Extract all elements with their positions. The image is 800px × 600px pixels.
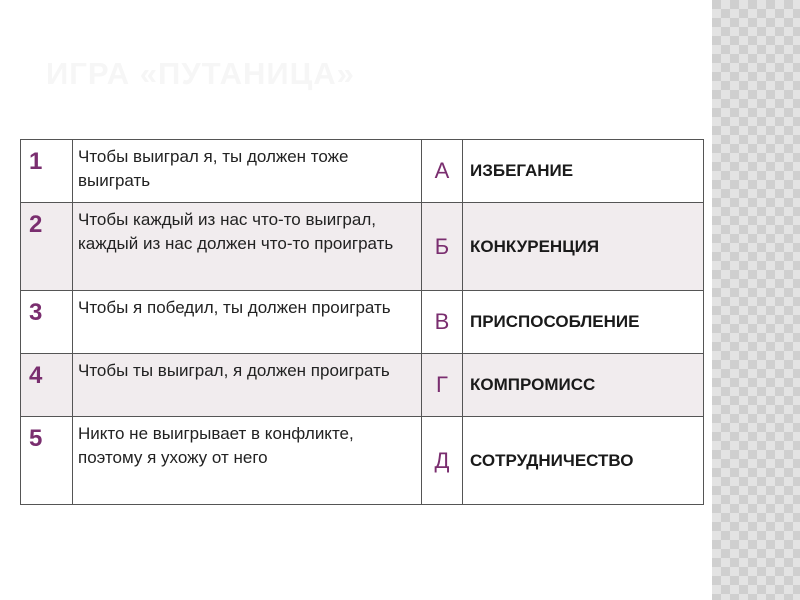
- row-letter: Б: [422, 203, 463, 291]
- row-statement: Чтобы каждый из нас что-то выиграл, каждый из нас должен что-то проиграть: [73, 203, 422, 291]
- matching-table: [20, 139, 704, 505]
- table-row: [21, 417, 704, 505]
- row-letter: В: [422, 291, 463, 354]
- row-number: 2: [21, 203, 73, 291]
- row-letter: А: [422, 140, 463, 203]
- table-row: [21, 354, 704, 417]
- row-number: 3: [21, 291, 73, 354]
- slide-title: ИГРА «ПУТАНИЦА»: [46, 56, 355, 91]
- row-statement: Чтобы я победил, ты должен проиграть: [73, 291, 422, 354]
- row-strategy: КОМПРОМИСС: [463, 354, 704, 417]
- row-number: 4: [21, 354, 73, 417]
- row-letter: Д: [422, 417, 463, 505]
- row-strategy: ИЗБЕГАНИЕ: [463, 140, 704, 203]
- row-strategy: КОНКУРЕНЦИЯ: [463, 203, 704, 291]
- row-strategy: ПРИСПОСОБЛЕНИЕ: [463, 291, 704, 354]
- table-row: [21, 203, 704, 291]
- table-row: [21, 291, 704, 354]
- decorative-side-pattern: [712, 0, 800, 600]
- row-letter: Г: [422, 354, 463, 417]
- row-statement: Никто не выигрывает в конфликте, поэтому я ухожу от него: [73, 417, 422, 505]
- table-row: [21, 140, 704, 203]
- row-number: 5: [21, 417, 73, 505]
- row-strategy: СОТРУДНИЧЕСТВО: [463, 417, 704, 505]
- row-statement: Чтобы ты выиграл, я должен проиграть: [73, 354, 422, 417]
- row-number: 1: [21, 140, 73, 203]
- row-statement: Чтобы выиграл я, ты должен тоже выиграть: [73, 140, 422, 203]
